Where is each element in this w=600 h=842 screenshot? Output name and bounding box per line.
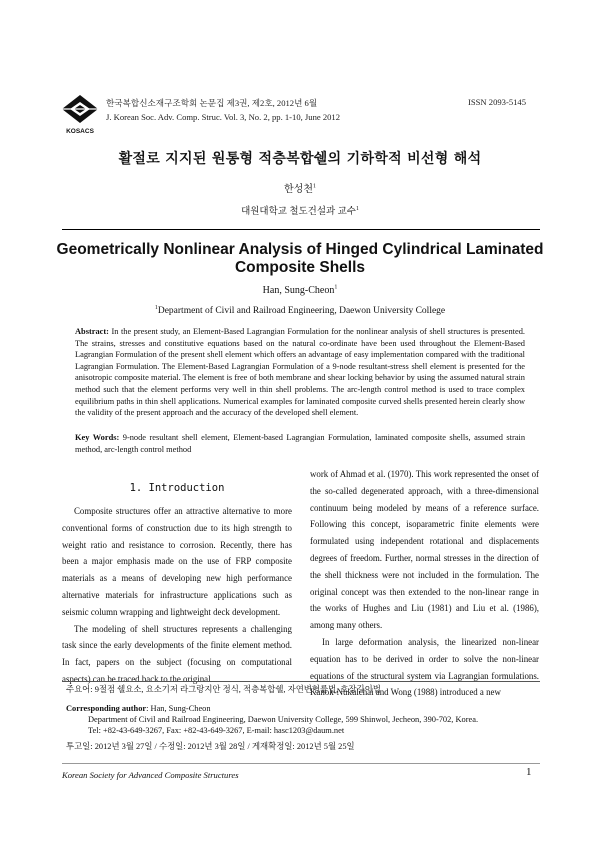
paper-title-kr: 활절로 지지된 원통형 적층복합쉘의 기하학적 비선형 해석 [118,151,482,167]
corresponding-contact: Tel: +82-43-649-3267, Fax: +82-43-649-3267, E-mail: hasc1203@daum.net [88,726,345,735]
journal-logo [60,94,100,135]
affiliation-en-text: Department of Civil and Railroad Engineering, Daewon University College [157,306,446,316]
keywords-kr: 주요어: 9절점 쉘요소, 요소기저 라그랑지안 정식, 적층복합쉘, 자연변형률법, 호장길이법 [66,685,381,694]
intro-paragraph-2: The modeling of shell structures represents a challenging task since the early developments of the finite element method. In fact, papers on the subject (focusing on computational aspects) can be traced back to the original [62,623,292,684]
affiliation-en-sup: 1 [154,304,158,311]
keywords-label: Key Words: [75,433,120,442]
journal-name-kr: 한국복합신소재구조학회 논문집 제3권, 제2호, 2012년 6월 [106,98,318,108]
issn: ISSN 2093-5145 [468,97,527,107]
logo-emblem-icon [60,94,100,124]
page-number: 1 [526,766,532,778]
footer-society: Korean Society for Advanced Composite Structures [62,770,239,780]
affiliation-kr-sup: 1 [355,205,359,212]
journal-name-en: J. Korean Soc. Adv. Comp. Struc. Vol. 3, No. 2, pp. 1-10, June 2012 [106,112,341,122]
corresponding-author [66,703,211,714]
abstract-label: Abstract: [75,327,109,336]
corresponding-author-label: Corresponding author [66,704,147,713]
paper-title-en-line1: Geometrically Nonlinear Analysis of Hinged Cylindrical Laminated [56,241,544,258]
section-heading-introduction: 1. Introduction [129,482,225,494]
keywords-text: 9-node resultant shell element, Element-based Lagrangian Formulation, laminated composite shells, assumed strain method, arc-length control method [75,433,526,454]
author-kr-sup: 1 [312,183,316,190]
author-kr [0,180,600,195]
left-column [62,503,292,688]
submission-dates: 투고일: 2012년 3월 27일 / 수정일: 2012년 3월 28일 / 게재확정일: 2012년 5월 25일 [66,742,355,751]
footer-divider [62,763,540,764]
intro-paragraph-1: Composite structures offer an attractive alternative to more conventional forms of construction due to its high strength to weight ratio and resistance to corrosion. Recently, there has been a major emphasis made on the use of FRP composite materials as a means of developing new high performance alternative materials for infrastructure applications such as seismic column wrapping and lightweight deck development. [62,506,292,617]
affiliation-kr [0,203,600,217]
intro-paragraph-4: In large deformation analysis, the linearized non-linear equation has to be derived in order to solve the non-linear equations of the structural system via Lagrangian formulations. Kanok-Nukulchai and Wong (1988) introduced a new [310,636,539,698]
paper-title-en-line2: Composite Shells [234,259,366,276]
footnote-divider [62,681,540,682]
logo-text: KOSACS [66,128,94,135]
intro-paragraph-3: work of Ahmad et al. (1970). This work represented the onset of the so-called degenerated approach, with a three-dimensional continuum being modeled by means of a reference surface. Following this concept, isoparametric finite elements were formulated using independent rotational and displacements degrees of freedom. Further, normal stresses in the direction of the shell thickness were not included in the formulation. The original concept was then extended to the non-linear range in the works of Hughes and Liu (1981) and Liu et al. (1986), among many others. [310,469,539,631]
title-divider [62,229,540,230]
corresponding-address: Department of Civil and Railroad Engineering, Daewon University College, 599 Shinwol, Jecheon, 390-702, Korea. [88,715,479,724]
keywords [75,432,525,455]
abstract [75,326,525,419]
author-en [0,285,600,296]
corresponding-author-name: : Han, Sung-Cheon [146,704,211,713]
affiliation-kr-text: 대원대학교 철도건설과 교수 [241,207,356,217]
author-kr-name: 한성천 [284,184,313,195]
author-en-sup: 1 [334,284,338,291]
author-en-name: Han, Sung-Cheon [262,285,335,296]
affiliation-en [0,306,600,316]
paper-title-en [40,241,560,277]
abstract-text: In the present study, an Element-Based Lagrangian Formulation for the nonlinear analysis of shell structures is presented. The strains, stresses and constitutive equations based on the natural co-ordinate have been used throughout the Element-Based Lagrangian Formulation of the present shell element which offers an advantage of easy implementation compared with the traditional Lagrangian Formulation. The Element-Based Lagrangian Formulation of a 9-node resultant-stress shell element is presented for the anisotropic composite material. The element is free of both membrane and shear locking behavior by using the assumed natural strain method such that the element performs very well in thin shell problems. The arc-length control method is used to trace complex equilibrium paths in thin shell applications. Numerical examples for laminated composite curved shells presented herein clearly show the validity of the present approach and the accuracy of the developed shell element. [75,327,525,418]
right-column [310,466,539,701]
